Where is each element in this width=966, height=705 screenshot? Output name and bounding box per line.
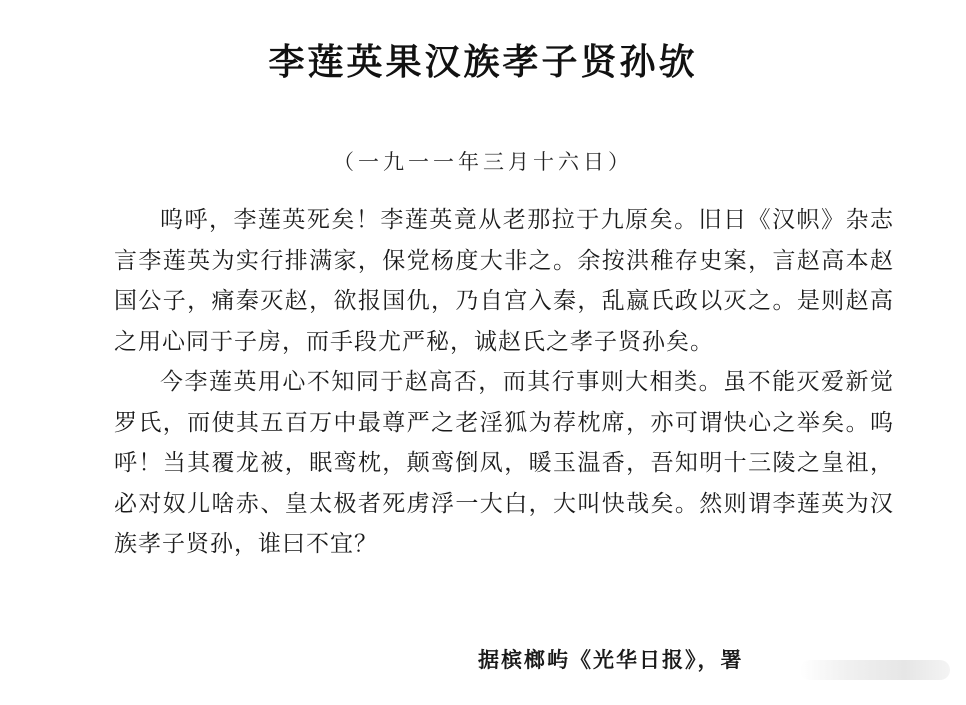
paragraph-2: 今李莲英用心不知同于赵高否，而其行事则大相类。虽不能灭爱新觉罗氏，而使其五百万中最尊严之老淫狐为荐枕席，亦可谓快心之举矣。呜呼！当其覆龙被，眠鸾枕，颠鸾倒凤，暖玉温香，吾知明十三陵之皇祖，必对奴儿啥赤、皇太极者死虏浮一大白，大叫快哉矣。然则谓李莲英为汉族孝子贤孙，谁曰不宜？ bbox=[114, 369, 894, 557]
document-body bbox=[114, 200, 894, 565]
paragraph-1: 呜呼，李莲英死矣！李莲英竟从老那拉于九原矣。旧日《汉帜》杂志言李莲英为实行排满家，保党杨度大非之。余按洪稚存史案，言赵高本赵国公子，痛秦灭赵，欲报国仇，乃自宫入秦，乱嬴氏政以灭之。是则赵高之用心同于子房，而手段尤严秘，诚赵氏之孝子贤孙矣。 bbox=[114, 207, 894, 355]
watermark bbox=[800, 660, 950, 680]
source-note: 据槟榔屿《光华日报》，署 bbox=[478, 647, 744, 672]
document-date: （一九一一年三月十六日） bbox=[333, 150, 633, 174]
document-title: 李莲英果汉族孝子贤孙欤 bbox=[268, 42, 698, 83]
